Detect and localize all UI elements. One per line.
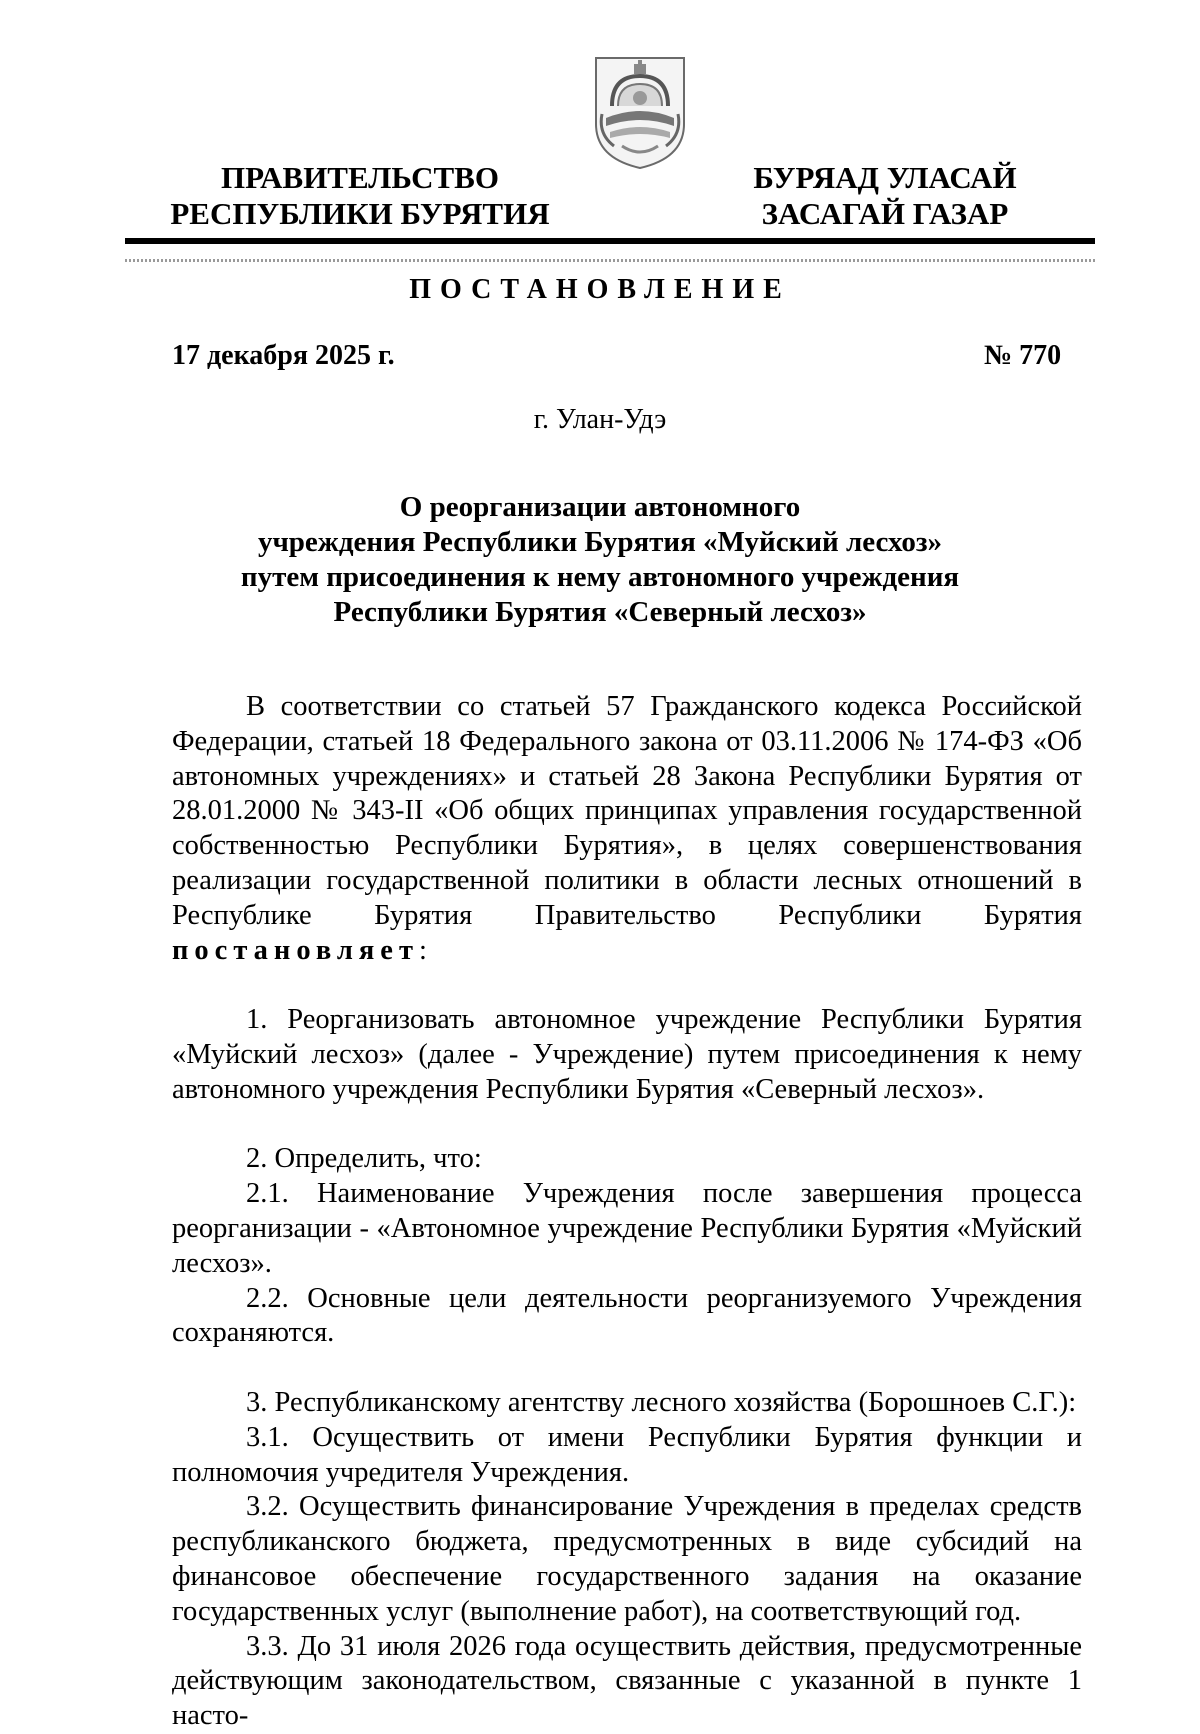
preamble-paragraph <box>172 690 1082 968</box>
subject-line: учреждения Республики Бурятия «Муйский лесхоз» <box>257 526 943 558</box>
header-left-line1: ПРАВИТЕЛЬСТВО <box>221 160 499 195</box>
clause-3-2: 3.2. Осуществить финансирование Учреждения в пределах средств республиканского бюджета, предусмотренных в виде субсидий на финансовое обеспечение государственного задания на оказание государственных услуг (выполнение работ), на соответствующий год. <box>172 1491 1082 1627</box>
government-name-ru <box>170 160 550 232</box>
preamble-text: В соответствии со статьей 57 Гражданского кодекса Российской Федерации, статьей 18 Федерального закона от 03.11.2006 № 174-ФЗ «Об автономных учреждениях» и статьей 28 Закона Республики Бурятия от 28.01.2000 № 343-II «Об общих принципах управления государственной собственностью Республики Бурятия», в целях совершенствования реализации государственной политики в области лесных отношений в Республике Бурятия Правительство Республики Бурятия <box>172 691 1082 931</box>
coat-of-arms-icon <box>592 54 688 172</box>
document-title: ПОСТАНОВЛЕНИЕ <box>409 274 791 305</box>
header-divider-thin <box>125 259 1095 262</box>
header-left-line2: РЕСПУБЛИКИ БУРЯТИЯ <box>170 196 550 231</box>
header-right-line2: ЗАСАГАЙ ГАЗАР <box>761 196 1009 231</box>
clause-2-1: 2.1. Наименование Учреждения после завершения процесса реорганизации - «Автономное учреждение Республики Бурятия «Муйский лесхоз». <box>172 1178 1082 1279</box>
government-name-bua <box>745 160 1025 232</box>
decree-word: постановляет <box>172 934 419 966</box>
subject-line: О реорганизации автономного <box>399 491 801 523</box>
clause-3: 3. Республиканскому агентству лесного хозяйства (Борошноев С.Г.): <box>246 1386 1077 1418</box>
preamble-end: : <box>418 934 427 966</box>
clause-3-3: 3.3. До 31 июля 2026 года осуществить действия, предусмотренные действующим законодательством, связанные с указанной в пункте 1 насто- <box>172 1630 1082 1732</box>
subject-line: путем присоединения к нему автономного учреждения <box>240 561 960 593</box>
document-subject <box>200 490 1000 630</box>
document-number: № 770 <box>984 340 1062 371</box>
document-body <box>172 690 1082 1734</box>
subject-line: Республики Бурятия «Северный лесхоз» <box>333 596 867 628</box>
clause-1: 1. Реорганизовать автономное учреждение Республики Бурятия «Муйский лесхоз» (далее - Учреждение) путем присоединения к нему автономного учреждения Республики Бурятия «Северный лесхоз». <box>172 1004 1082 1105</box>
clause-3-1: 3.1. Осуществить от имени Республики Бурятия функции и полномочия учредителя Учреждения. <box>172 1421 1082 1488</box>
header-right-line1: БУРЯАД УЛАСАЙ <box>753 160 1017 195</box>
document-date: 17 декабря 2025 г. <box>172 340 395 371</box>
clause-2: 2. Определить, что: <box>246 1143 482 1175</box>
clause-2-2: 2.2. Основные цели деятельности реорганизуемого Учреждения сохраняются. <box>172 1282 1082 1349</box>
header-divider-thick <box>125 238 1095 244</box>
document-city: г. Улан-Удэ <box>533 404 667 435</box>
